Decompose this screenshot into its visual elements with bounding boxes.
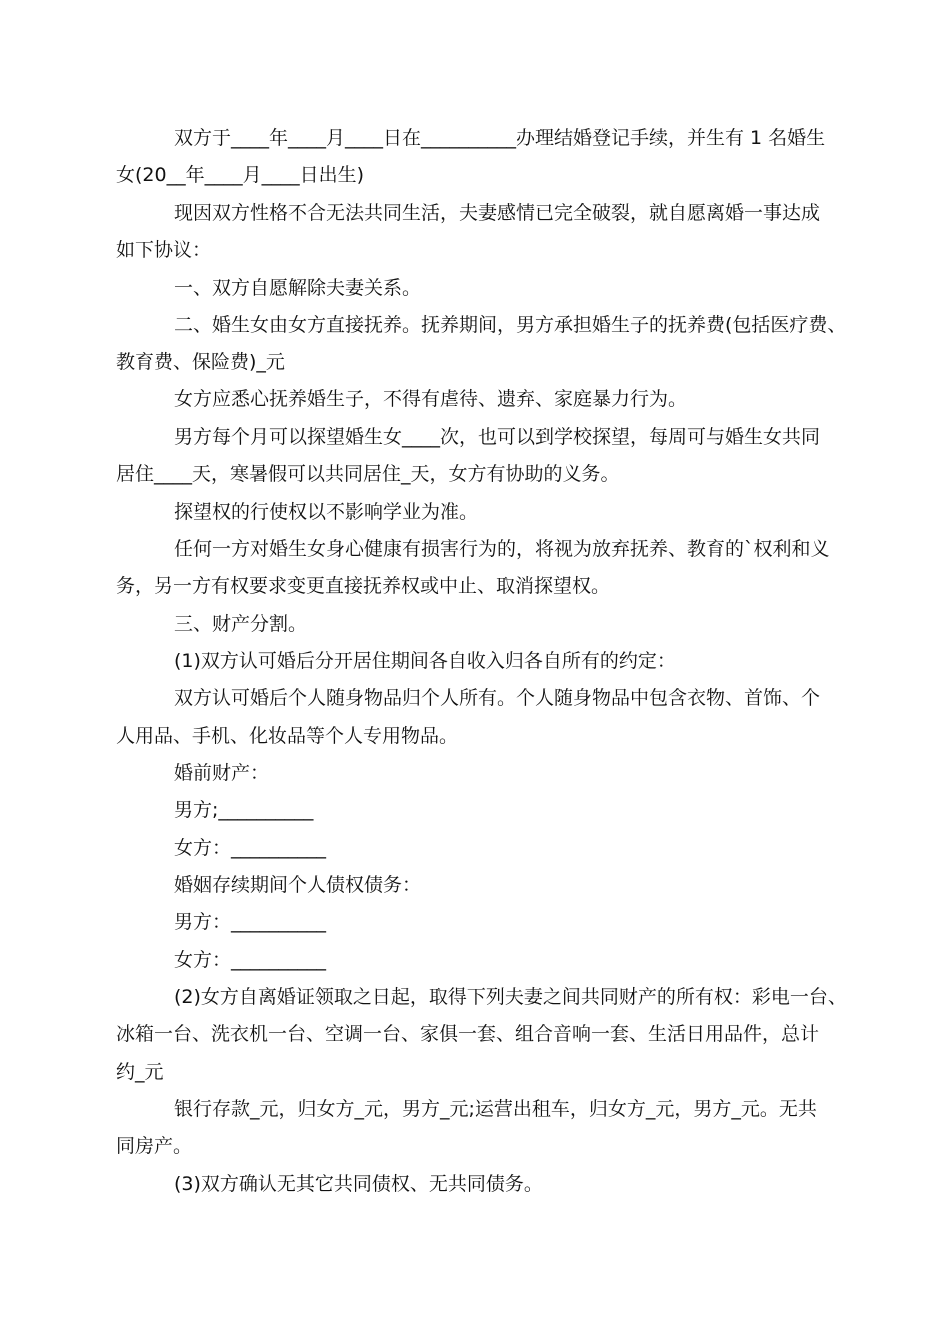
paragraph-6-line-1: 男方每个月可以探望婚生女____次，也可以到学校探望，每周可与婚生女共同 [174, 426, 821, 448]
paragraph-13: 男方;__________ [174, 799, 314, 821]
paragraph-1-line-2: 女(20__年____月____日出生) [116, 164, 365, 186]
paragraph-8-line-2: 务，另一方有权要求变更直接抚养权或中止、取消探望权。 [116, 575, 611, 597]
paragraph-4-line-2: 教育费、保险费)_元 [116, 351, 285, 373]
paragraph-10: (1)双方认可婚后分开居住期间各自收入归各自所有的约定： [174, 650, 676, 672]
paragraph-19-line-2: 同房产。 [116, 1135, 193, 1157]
paragraph-11-line-1: 双方认可婚后个人随身物品归个人所有。个人随身物品中包含衣物、首饰、个 [174, 687, 821, 709]
paragraph-15: 婚姻存续期间个人债权债务： [174, 874, 422, 896]
paragraph-2-line-2: 如下协议： [116, 239, 212, 261]
paragraph-5: 女方应悉心抚养婚生子，不得有虐待、遗弃、家庭暴力行为。 [174, 388, 688, 410]
paragraph-3: 一、双方自愿解除夫妻关系。 [174, 277, 422, 299]
paragraph-12: 婚前财产： [174, 762, 270, 784]
paragraph-7: 探望权的行使权以不影响学业为准。 [174, 501, 479, 523]
paragraph-1-line-1: 双方于____年____月____日在__________办理结婚登记手续，并生有 1 名婚生 [174, 127, 826, 149]
paragraph-18-line-2: 冰箱一台、洗衣机一台、空调一台、家俱一套、组合音响一套、生活日用品件，总计 [116, 1023, 820, 1045]
paragraph-4-line-1: 二、婚生女由女方直接抚养。抚养期间，男方承担婚生子的抚养费(包括医疗费、 [174, 314, 847, 336]
paragraph-9: 三、财产分割。 [174, 613, 308, 635]
paragraph-14: 女方：__________ [174, 837, 327, 859]
paragraph-2-line-1: 现因双方性格不合无法共同生活，夫妻感情已完全破裂，就自愿离婚一事达成 [174, 202, 821, 224]
paragraph-18-line-3: 约_元 [116, 1061, 164, 1083]
paragraph-19-line-1: 银行存款_元，归女方_元，男方_元;运营出租车，归女方_元，男方_元。无共 [174, 1098, 817, 1120]
paragraph-8-line-1: 任何一方对婚生女身心健康有损害行为的，将视为放弃抚养、教育的`权利和义 [174, 538, 830, 560]
paragraph-6-line-2: 居住____天，寒暑假可以共同居住_天，女方有协助的义务。 [116, 463, 620, 485]
paragraph-11-line-2: 人用品、手机、化妆品等个人专用物品。 [116, 725, 459, 747]
paragraph-17: 女方：__________ [174, 949, 327, 971]
paragraph-16: 男方：__________ [174, 911, 327, 933]
paragraph-18-line-1: (2)女方自离婚证领取之日起，取得下列夫妻之间共同财产的所有权：彩电一台、 [174, 986, 847, 1008]
paragraph-20: (3)双方确认无其它共同债权、无共同债务。 [174, 1173, 543, 1195]
